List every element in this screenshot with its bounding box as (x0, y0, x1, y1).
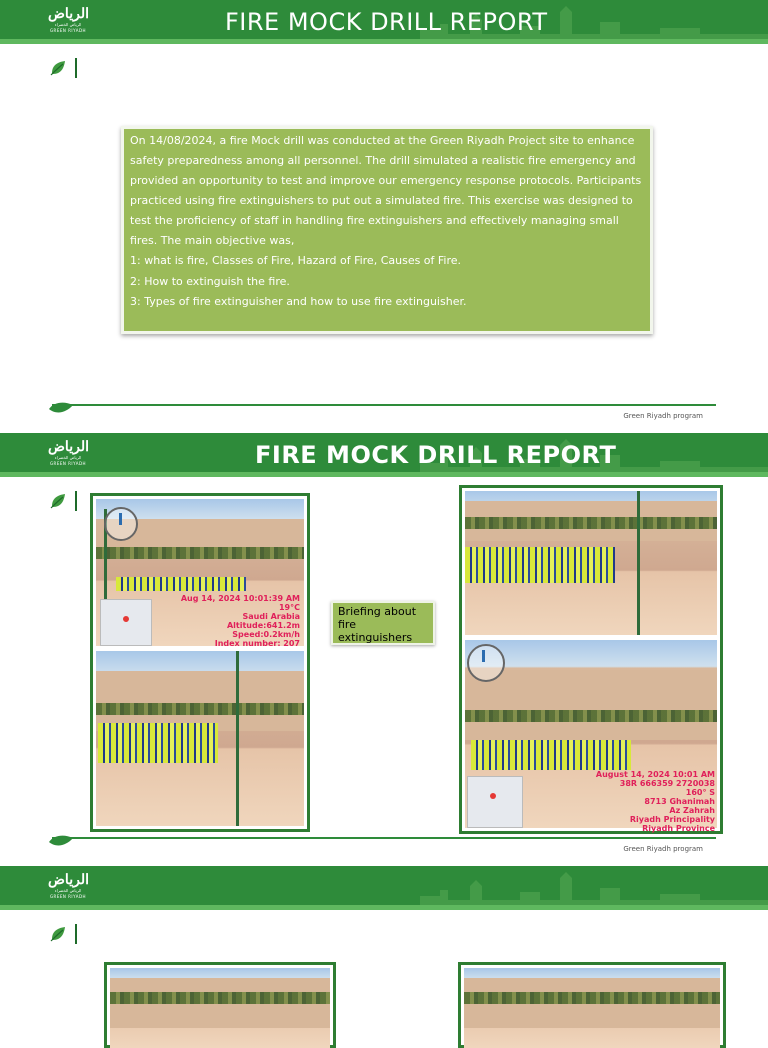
stamp-line: Saudi Arabia (242, 612, 300, 621)
footer-line (52, 837, 716, 839)
drill-summary-box (121, 126, 653, 334)
footer-program-name: Green Riyadh program (623, 845, 703, 853)
compass-icon (104, 507, 138, 541)
report-page-3 (0, 866, 768, 1024)
objective-item: 3: Types of fire extinguisher and how to use fire extinguisher. (130, 295, 467, 308)
green-riyadh-logo (48, 6, 88, 40)
leaf-icon (49, 59, 67, 77)
stamp-line: Index number: 207 (214, 639, 300, 648)
section-divider (75, 58, 77, 78)
site-plants (465, 517, 717, 529)
footer-line (52, 404, 716, 406)
stamp-line: Riyadh Province (642, 824, 715, 833)
site-photo (96, 651, 304, 826)
map-thumbnail (467, 776, 523, 828)
logo-arabic: الرياض (48, 6, 89, 22)
report-page-1 (0, 0, 768, 432)
site-plants (465, 710, 717, 722)
skyline-graphic (0, 866, 768, 910)
section-divider (75, 491, 77, 511)
site-wall (465, 670, 717, 740)
section-divider (75, 924, 77, 944)
objective-item: 2: How to extinguish the fire. (130, 274, 290, 288)
leaf-icon (49, 492, 67, 510)
stamp-line: August 14, 2024 10:01 AM (595, 770, 715, 779)
green-riyadh-logo (48, 439, 88, 473)
page-banner (0, 0, 768, 44)
site-photo (465, 491, 717, 635)
site-photo (465, 640, 717, 833)
logo-arabic: الرياض (48, 872, 89, 888)
compass-icon (467, 644, 505, 682)
photo-frame-right (458, 962, 726, 1048)
site-plants (464, 992, 720, 1004)
green-riyadh-logo (48, 872, 88, 906)
objectives-list (130, 251, 644, 313)
map-thumbnail (100, 599, 152, 646)
objective-item: 1: what is fire, Classes of Fire, Hazard of Fire, Causes of Fire. (130, 254, 462, 267)
logo-arabic-sub: الرياض الخضراء (54, 888, 82, 893)
workers-line (116, 577, 246, 591)
logo-english: GREEN RIYADH (49, 894, 87, 899)
site-pole (236, 651, 239, 826)
map-pin-icon (123, 616, 129, 622)
page-banner (0, 433, 768, 477)
logo-arabic-sub: الرياض الخضراء (54, 455, 82, 460)
stamp-line: 19°C (278, 603, 300, 612)
photo-frame-left (104, 962, 336, 1048)
leaf-icon (49, 925, 67, 943)
site-wall (96, 671, 304, 731)
site-photo (464, 968, 720, 1048)
logo-arabic: الرياض (48, 439, 89, 455)
drill-intro-text: On 14/08/2024, a fire Mock drill was conducted at the Green Riyadh Project site to enhance safety preparedness among all personnel. The drill simulated a realistic fire emergency and provided an opportunity to test and improve our emergency response protocols. Participants practiced using fire extinguishers to put out a simulated fire. This exercise was designed to test the proficiency of staff in handling fire extinguishers and effectively managing small fires. The main objective was, (130, 134, 642, 247)
photo-frame-right (459, 485, 723, 834)
stamp-line: 38R 666359 2720038 (619, 779, 715, 788)
banner-stripe (0, 905, 768, 910)
report-page-2 (0, 433, 768, 863)
site-photo (110, 968, 330, 1048)
report-title: FIRE MOCK DRILL REPORT (255, 441, 617, 469)
stamp-line: Az Zahrah (669, 806, 715, 815)
banner-stripe (0, 39, 768, 44)
photo-frame-left (90, 493, 310, 832)
site-photo (96, 499, 304, 646)
photo-caption: Briefing about fire extinguishers (331, 601, 435, 645)
stamp-line: Aug 14, 2024 10:01:39 AM (180, 594, 300, 603)
footer-program-name: Green Riyadh program (623, 412, 703, 420)
site-plants (96, 703, 304, 715)
map-pin-icon (490, 793, 496, 799)
stamp-line: Riyadh Principality (629, 815, 715, 824)
report-title: FIRE MOCK DRILL REPORT (225, 8, 548, 36)
workers-line (98, 723, 218, 763)
photo-stamp (181, 594, 300, 648)
stamp-line: 8713 Ghanimah (644, 797, 715, 806)
photo-stamp (596, 770, 715, 833)
logo-english: GREEN RIYADH (49, 28, 87, 33)
site-plants (96, 547, 304, 559)
workers-line (465, 547, 615, 583)
stamp-line: Altitude:641.2m (226, 621, 300, 630)
logo-arabic-sub: الرياض الخضراء (54, 22, 82, 27)
page-banner (0, 866, 768, 910)
stamp-line: Speed:0.2km/h (232, 630, 300, 639)
site-plants (110, 992, 330, 1004)
site-pole (637, 491, 640, 635)
banner-stripe (0, 472, 768, 477)
logo-english: GREEN RIYADH (49, 461, 87, 466)
workers-line (471, 740, 631, 770)
stamp-line: 160° S (685, 788, 715, 797)
